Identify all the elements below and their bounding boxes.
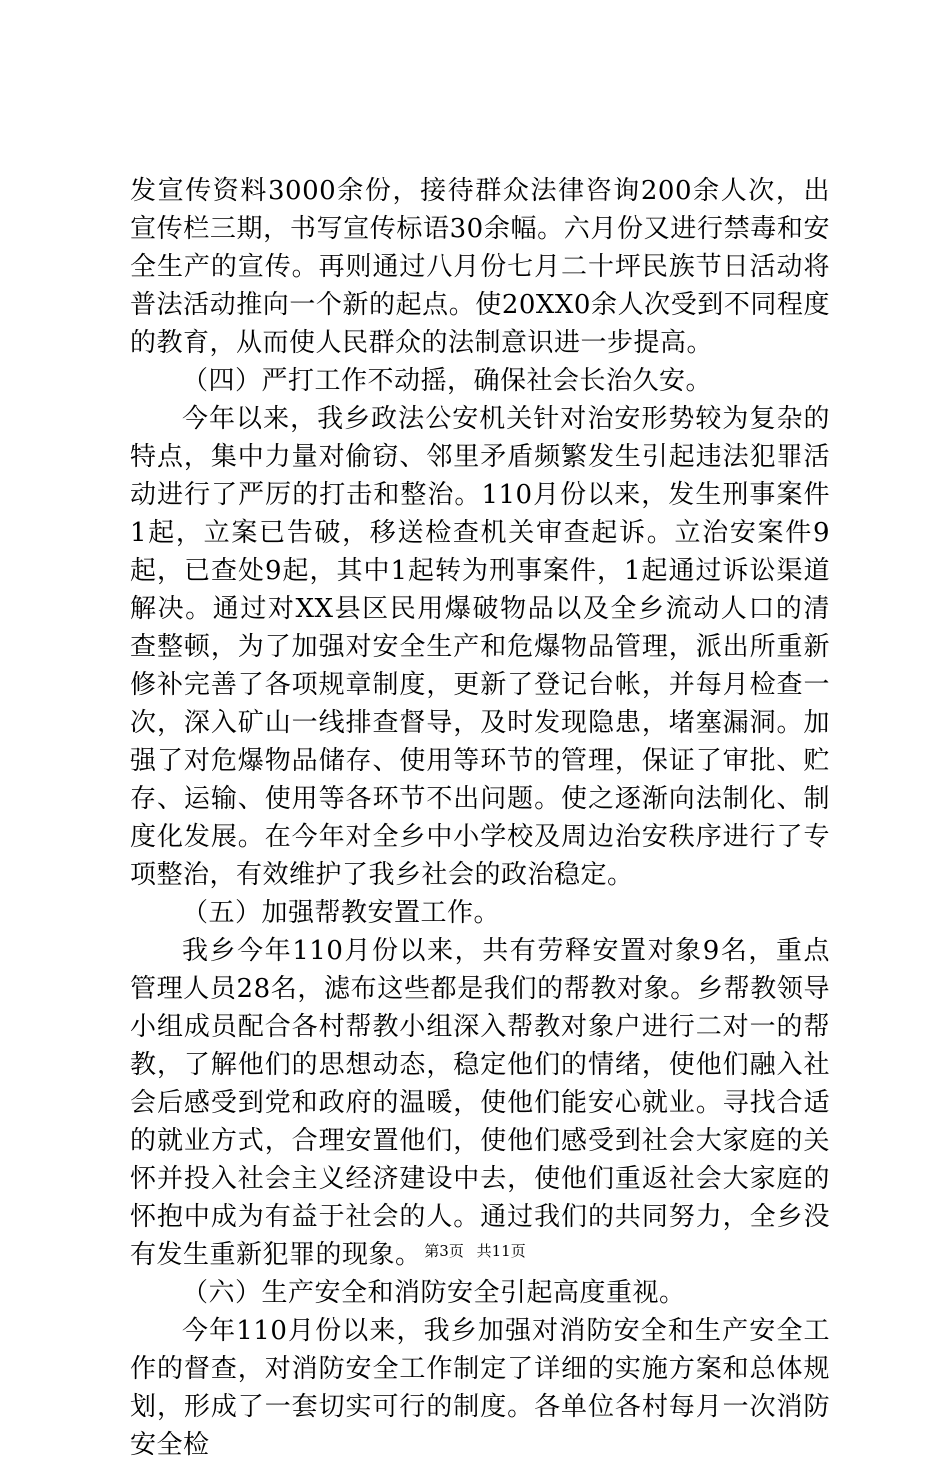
paragraph-crackdown: 今年以来，我乡政法公安机关针对治安形势较为复杂的特点，集中力量对偷窃、邻里矛盾频繁发生引起违法犯罪活动进行了严厉的打击和整治。110月份以来，发生刑事案件1起，立案已告破，移送检查机关审查起诉。立治安案件9起，已查处9起，其中1起转为刑事案件，1起通过诉讼渠道解决。通过对XX县区民用爆破物品以及全乡流动人口的清查整顿，为了加强对安全生产和危爆物品管理，派出所重新修补完善了各项规章制度，更新了登记台帐，并每月检查一次，深入矿山一线排查督导，及时发现隐患，堵塞漏洞。加强了对危爆物品储存、使用等环节的管理，保证了审批、贮存、运输、使用等各环节不出问题。使之逐渐向法制化、制度化发展。在今年对全乡中小学校及周边治安秩序进行了专项整治，有效维护了我乡社会的政治稳定。 [130, 404, 830, 890]
page-footer [0, 1240, 950, 1261]
heading-rehabilitation: （五）加强帮教安置工作。 [182, 898, 501, 928]
paragraph-publicity: 发宣传资料3000余份，接待群众法律咨询200余人次，出宣传栏三期，书写宣传标语30余幅。六月份又进行禁毒和安全生产的宣传。再则通过八月份七月二十坪民族节日活动将普法活动推向一个新的起点。使20XX0余人次受到不同程度的教育，从而使人民群众的法制意识进一步提高。 [130, 176, 830, 358]
document-body [130, 172, 830, 1464]
paragraph-safety: 今年110月份以来，我乡加强对消防安全和生产安全工作的督查，对消防安全工作制定了详细的实施方案和总体规划，形成了一套切实可行的制度。各单位各村每月一次消防安全检 [130, 1316, 830, 1460]
page-number: 第3页 [424, 1242, 464, 1260]
page-total: 共11页 [476, 1242, 526, 1260]
paragraph-rehabilitation: 我乡今年110月份以来，共有劳释安置对象9名，重点管理人员28名，滤布这些都是我们的帮教对象。乡帮教领导小组成员配合各村帮教小组深入帮教对象户进行二对一的帮教，了解他们的思想动态，稳定他们的情绪，使他们融入社会后感受到党和政府的温暖，使他们能安心就业。寻找合适的就业方式，合理安置他们，使他们感受到社会大家庭的关怀并投入社会主义经济建设中去，使他们重返社会大家庭的怀抱中成为有益于社会的人。通过我们的共同努力，全乡没有发生重新犯罪的现象。 [130, 936, 830, 1270]
heading-crackdown: （四）严打工作不动摇，确保社会长治久安。 [182, 366, 713, 396]
heading-safety: （六）生产安全和消防安全引起高度重视。 [182, 1278, 686, 1308]
